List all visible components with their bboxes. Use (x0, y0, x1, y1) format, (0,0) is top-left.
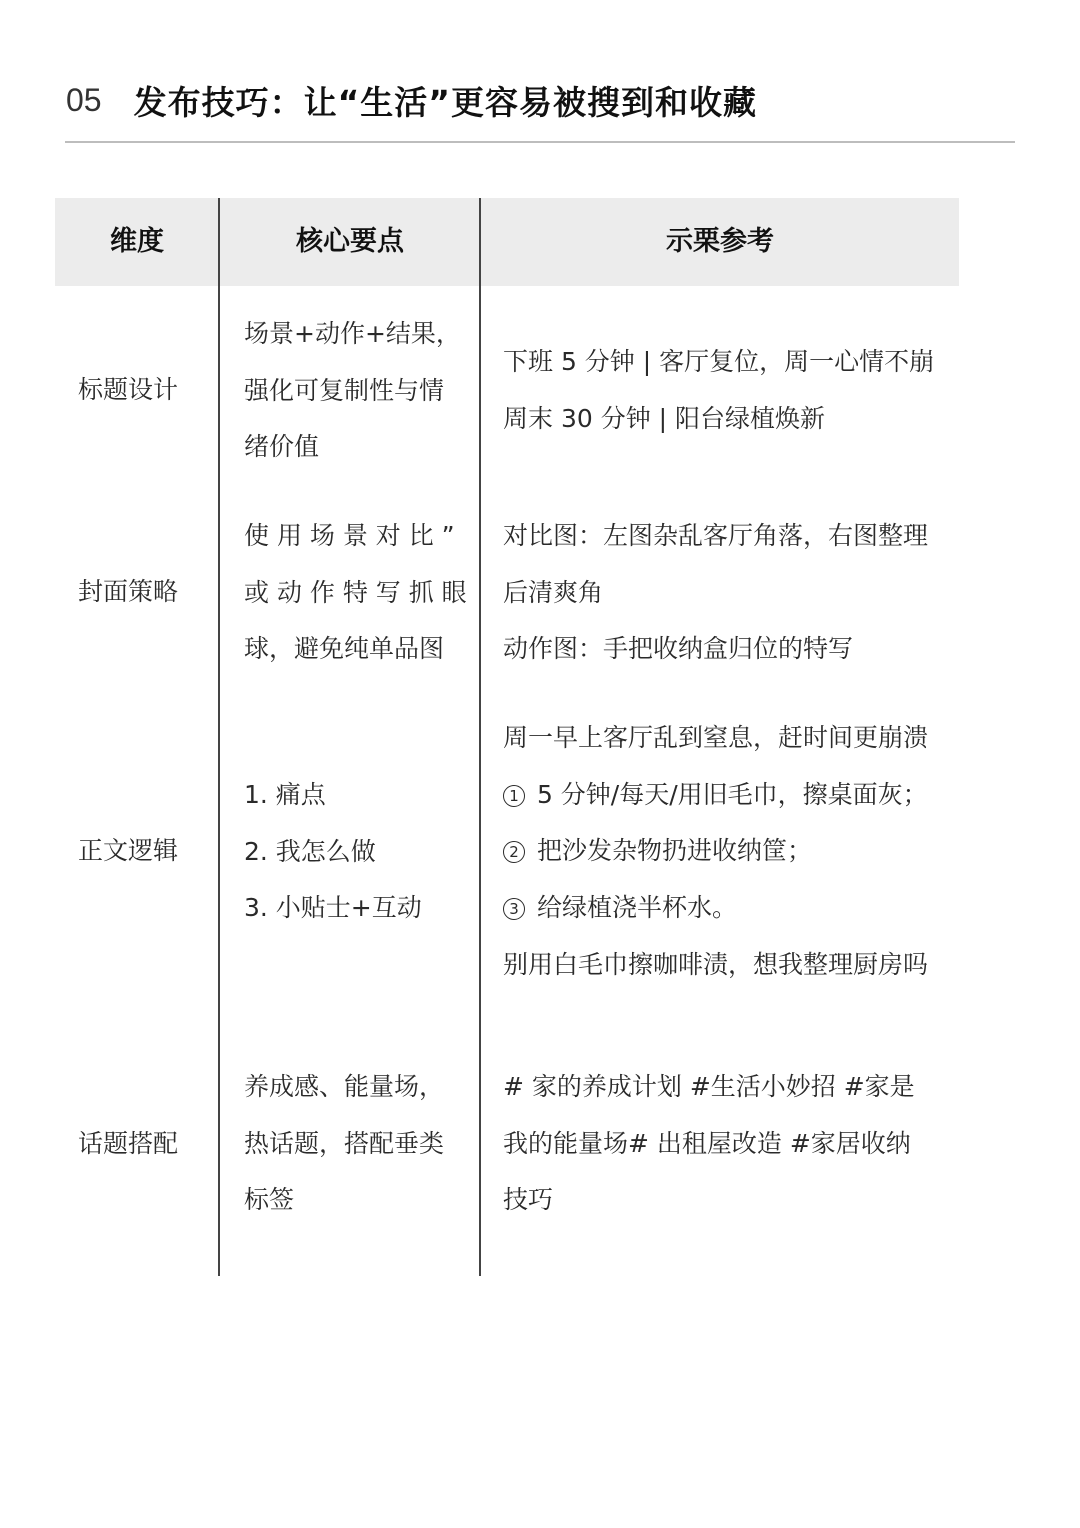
key-point-line: 场景+动作+结果， (244, 319, 461, 348)
row-examples (503, 1059, 915, 1229)
example-line: 下班 5 分钟 | 客厅复位，周一心情不崩 (503, 347, 935, 376)
example-outro: 别用白毛巾擦咖啡渍，想我整理厨房吗 (503, 949, 929, 979)
section-number: 05 (66, 81, 102, 118)
key-point-line: 2. 我怎么做 (244, 836, 376, 866)
step-text: 把沙发杂物扔进收纳筐； (536, 836, 812, 866)
row-examples (503, 508, 928, 678)
key-point-line: 3. 小贴士+互动 (244, 893, 422, 923)
column-header-dimension: 维度 (110, 226, 164, 257)
column-divider (479, 198, 481, 1276)
example-step (503, 880, 928, 937)
key-point-line: 球，避免纯单品图 (244, 634, 445, 664)
example-line: 动作图：手把收纳盒归位的特写 (503, 634, 854, 664)
example-line: 周末 30 分钟 | 阳台绿植焕新 (503, 403, 826, 433)
row-dimension: 标题设计 (78, 375, 179, 404)
row-examples (503, 334, 934, 447)
example-intro: 周一早上客厅乱到窒息，赶时间更崩溃 (503, 723, 929, 752)
example-line: 后清爽角 (503, 577, 604, 607)
step-number-badge: 2 (503, 841, 525, 863)
column-header-examples: 示栗参考 (666, 226, 774, 257)
key-point-line: 热话题，搭配垂类 (244, 1128, 445, 1158)
example-line: # 家的养成计划 #生活小妙招 #家是 (503, 1072, 915, 1101)
key-point-line: 绪价值 (244, 432, 320, 462)
step-text: 给绿植浇半杯水。 (536, 893, 737, 923)
column-header-key-points: 核心要点 (296, 226, 404, 257)
step-text: 5 分钟/每天/用旧毛巾，擦桌面灰； (536, 779, 928, 809)
page-title: 发布技巧：让“生活”更容易被搜到和收藏 (133, 82, 757, 122)
row-key-points (244, 306, 461, 476)
column-divider (218, 198, 220, 1276)
row-dimension: 正文逻辑 (78, 836, 179, 865)
page-header (66, 70, 757, 130)
row-dimension: 封面策略 (78, 577, 179, 606)
row-key-points (244, 508, 467, 678)
row-key-points (244, 1059, 444, 1229)
key-point-line: 1. 痛点 (244, 780, 326, 809)
key-point-line: 使 用 场 景 对 比 ” (244, 521, 455, 550)
example-line: 技巧 (503, 1185, 554, 1215)
example-line: 对比图：左图杂乱客厅角落，右图整理 (503, 521, 929, 550)
example-step (503, 767, 928, 824)
step-number-badge: 3 (503, 898, 525, 920)
key-point-line: 标签 (244, 1185, 295, 1215)
header-divider (65, 141, 1015, 143)
row-examples (503, 710, 928, 993)
example-line: 我的能量场# 出租屋改造 #家居收纳 (503, 1128, 911, 1158)
row-dimension: 话题搭配 (78, 1129, 179, 1158)
key-point-line: 强化可复制性与情 (244, 375, 445, 405)
example-step (503, 823, 928, 880)
key-point-line: 或 动 作 特 写 抓 眼 (244, 577, 467, 607)
step-number-badge: 1 (503, 785, 525, 807)
row-key-points (244, 767, 422, 937)
key-point-line: 养成感、能量场， (244, 1072, 445, 1101)
